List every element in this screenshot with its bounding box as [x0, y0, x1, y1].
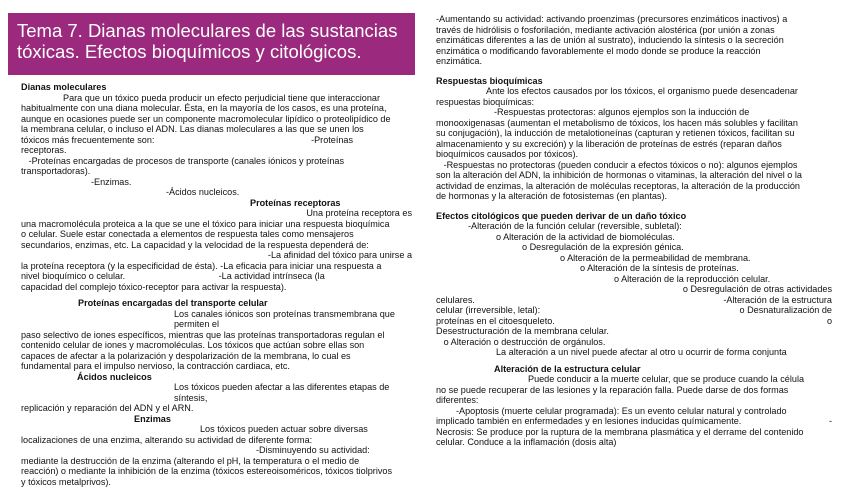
- text-line: actividad de enzimas, la alteración de moléculas receptoras, la alteración de la producción: [436, 181, 832, 192]
- heading-respuestas: Respuestas bioquímicas: [436, 76, 832, 87]
- text-line: tóxicos más frecuentemente son: -Proteínas: [21, 135, 412, 146]
- text-line: secundarios, enzimas, etc. La capacidad y la velocidad de la respuesta dependerá de:: [21, 240, 412, 251]
- text-line: través de hidrólisis o fosforilación, mediante activación alostérica (por unión a zonas: [436, 25, 832, 36]
- text-line: -Proteínas encargadas de procesos de transporte (canales iónicos y proteínas: [21, 156, 412, 167]
- text-line: Los tóxicos pueden actuar sobre diversas: [21, 424, 412, 435]
- text-line: la proteína receptora (y la especificidad de ésta). -La eficacia para iniciar una respuesta a: [21, 261, 412, 272]
- text-fragment: o Desnaturalización de: [739, 305, 832, 316]
- text-line: receptoras.: [21, 145, 412, 156]
- text-fragment: celulares.: [436, 295, 475, 306]
- text-line: o Desregulación de la expresión génica.: [436, 242, 832, 253]
- text-line: La alteración a un nivel puede afectar al otro u ocurrir de forma conjunta: [436, 347, 832, 358]
- text-line: y tóxicos metalprivos).: [21, 477, 412, 487]
- text-line: no se puede recuperar de las lesiones y la reparación falla. Puede darse de dos formas: [436, 385, 832, 396]
- slide-title-banner: [8, 13, 415, 75]
- text-line: o celular. Suele estar conectada a elementos de respuesta tales como mensajeros: [21, 229, 412, 240]
- text-line: son la alteración del ADN, la inhibición de hormonas o vitaminas, la alteración del nivel o la: [436, 170, 832, 181]
- text-line: Necrosis: Se produce por la ruptura de la membrana plasmática y el derrame del contenido: [436, 427, 832, 438]
- text-line: replicación y reparación del ADN y el ARN.: [21, 403, 412, 414]
- text-line: enzimática o modificando favorablemente el modo donde se produce la reacción: [436, 46, 832, 57]
- text-line: su conjugación), la inducción de metalotioneínas (capturan y retienen tóxicos, facilitan su: [436, 128, 832, 139]
- text-line: Para que un tóxico pueda producir un efecto perjudicial tiene que interaccionar: [21, 93, 412, 104]
- slide-title-line-1: Tema 7. Dianas moleculares de las sustancias: [17, 20, 405, 41]
- text-line: reacción) o mediante la inhibición de la enzima (tóxicos estereoisoméricos, tóxicos tiolprivos: [21, 466, 412, 477]
- text-line: la membrana celular, o incluso el ADN. Las dianas moleculares a las que se unen los: [21, 124, 412, 135]
- text-line: [436, 416, 832, 427]
- text-line: contenido celular de iones y macromoléculas. Los tóxicos que actúan sobre ellas son: [21, 340, 412, 351]
- text-line: aunque en ocasiones puede ser un componente macromolecular lipídico o proteolipídico de: [21, 114, 412, 125]
- text-line: diferentes:: [436, 395, 832, 406]
- text-fragment: implicado también en enfermedades y en lesiones inducidas químicamente.: [436, 416, 741, 427]
- heading-transporte: Proteínas encargadas del transporte celular: [21, 298, 412, 309]
- text-line: o Alteración o destrucción de orgánulos.: [436, 337, 832, 348]
- heading-enzimas: Enzimas: [21, 414, 412, 425]
- text-line: bioquímicos causados por tóxicos).: [436, 149, 832, 160]
- text-line: [436, 305, 832, 316]
- text-fragment: -: [829, 416, 832, 427]
- text-line: localizaciones de una enzima, alterando su actividad de diferente forma:: [21, 435, 412, 446]
- text-line: -Respuestas protectoras: algunos ejemplos son la inducción de: [436, 107, 832, 118]
- text-line: o Desregulación de otras actividades: [436, 284, 832, 295]
- text-line: capacidad del complejo tóxico-receptor para activar la respuesta).: [21, 282, 412, 293]
- text-fragment: proteínas en el citoesqueleto.: [436, 316, 555, 327]
- text-line: paso selectivo de iones específicos, mientras que las proteínas transportadoras regulan el: [21, 330, 412, 341]
- text-line: almacenamiento y su excreción) y la liberación de proteínas de estrés (reparan daños: [436, 139, 832, 150]
- text-line: o Alteración de la síntesis de proteínas.: [436, 263, 832, 274]
- text-line: -Respuestas no protectoras (pueden conducir a efectos tóxicos o no): algunos ejemplos: [436, 160, 832, 171]
- text-line: monooxigenasas (aumentan el metabolismo de tóxicos, los hacen más solubles y facilitan: [436, 118, 832, 129]
- text-line: Una proteína receptora es: [21, 208, 412, 219]
- text-line: habitualmente con una diana molecular. Ésta, en la mayoría de los casos, es una proteína,: [21, 103, 412, 114]
- text-fragment: celular (irreversible, letal):: [436, 305, 540, 316]
- heading-acidos: Ácidos nucleicos: [21, 372, 412, 383]
- text-line: Ante los efectos causados por los tóxicos, el organismo puede desencadenar: [436, 86, 832, 97]
- text-line: fundamental para el impulso nervioso, la contracción cardiaca, etc.: [21, 361, 412, 372]
- text-line: Los tóxicos pueden afectar a las diferentes etapas de síntesis,: [21, 382, 412, 403]
- text-line: transportadoras).: [21, 166, 412, 177]
- text-line: -Enzimas.: [21, 177, 412, 188]
- text-line: -Alteración de la función celular (reversible, subletal):: [436, 221, 832, 232]
- text-fragment: -Alteración de la estructura: [723, 295, 832, 306]
- text-line: una macromolécula proteica a la que se une el tóxico para iniciar una respuesta bioquímica: [21, 219, 412, 230]
- heading-dianas: Dianas moleculares: [21, 82, 412, 93]
- left-column: [21, 82, 412, 487]
- text-line: -La afinidad del tóxico para unirse a: [21, 250, 412, 261]
- text-line: enzimática.: [436, 56, 832, 67]
- right-column: [436, 14, 832, 448]
- text-line: Los canales iónicos son proteínas transmembrana que permiten el: [21, 309, 412, 330]
- slide-title-line-2: tóxicas. Efectos bioquímicos y citológicos.: [17, 41, 405, 62]
- text-fragment: o: [827, 316, 832, 327]
- text-line: Puede conducir a la muerte celular, que se produce cuando la célula: [436, 374, 832, 385]
- text-line: de hormonas y la alteración de fotosistemas (en plantas).: [436, 191, 832, 202]
- text-line: enzimáticas diferentes a las de unión al sustrato), induciendo la síntesis o la secreción: [436, 35, 832, 46]
- text-line: -Ácidos nucleicos.: [21, 187, 412, 198]
- text-line: o Alteración de la reproducción celular.: [436, 274, 832, 285]
- text-line: o Alteración de la permeabilidad de membrana.: [436, 253, 832, 264]
- text-line: [436, 316, 832, 327]
- text-line: -Disminuyendo su actividad:: [21, 445, 412, 456]
- text-line: mediante la destrucción de la enzima (alterando el pH, la temperatura o el medio de: [21, 456, 412, 467]
- text-line: capaces de afectar a la polarización y despolarización de la membrana, lo cual es: [21, 351, 412, 362]
- heading-receptoras: Proteínas receptoras: [21, 198, 412, 209]
- text-line: Desestructuración de la membrana celular.: [436, 326, 832, 337]
- text-line: o Alteración de la actividad de biomoléculas.: [436, 232, 832, 243]
- text-line: celular. Conduce a la inflamación (dosis alta): [436, 437, 832, 448]
- heading-estructura: Alteración de la estructura celular: [436, 364, 832, 375]
- text-line: -Aumentando su actividad: activando proenzimas (precursores enzimáticos inactivos) a: [436, 14, 832, 25]
- heading-efectos: Efectos citológicos que pueden derivar de un daño tóxico: [436, 211, 832, 222]
- text-line: nivel bioquímico o celular. -La actividad intrínseca (la: [21, 271, 412, 282]
- text-line: [436, 295, 832, 306]
- text-line: -Apoptosis (muerte celular programada): Es un evento celular natural y controlado: [436, 406, 832, 417]
- text-line: respuestas bioquímicas:: [436, 97, 832, 108]
